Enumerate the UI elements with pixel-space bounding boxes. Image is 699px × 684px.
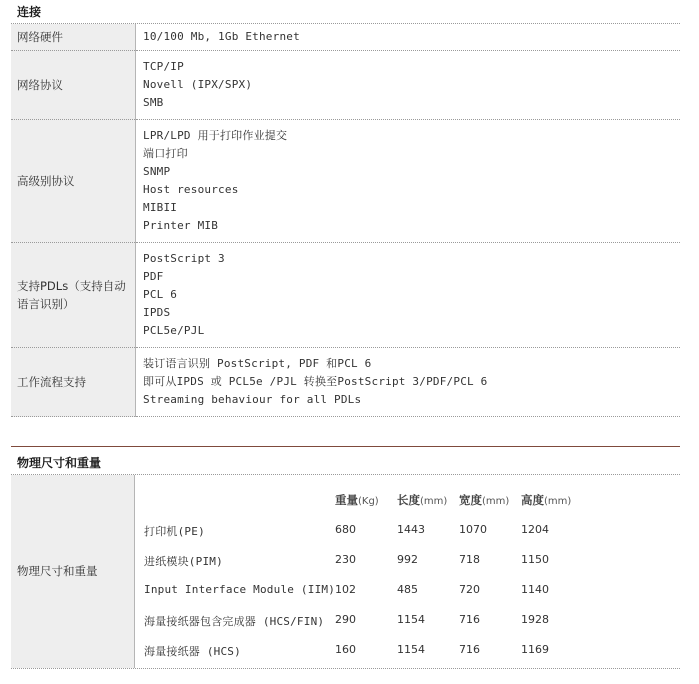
header-unit: (Kg)	[358, 496, 379, 507]
value-line: PCL5e/PJL	[143, 324, 205, 337]
value-line: PCL 6	[143, 288, 178, 301]
table-row	[11, 120, 680, 243]
item-weight: 680	[335, 523, 356, 536]
row-label: 网络硬件	[11, 24, 136, 51]
dimensions-table	[11, 475, 680, 669]
dimensions-content	[135, 475, 680, 668]
item-width: 718	[459, 553, 480, 566]
item-weight: 160	[335, 643, 356, 656]
header-unit: (mm)	[544, 496, 572, 507]
value-line: SNMP	[143, 165, 171, 178]
dimensions-section	[11, 451, 680, 475]
value-line: PDF	[143, 270, 164, 283]
item-weight: 102	[335, 583, 356, 596]
item-name: 海量接纸器 (HCS)	[144, 645, 241, 658]
header-name: 长度	[397, 493, 420, 507]
row-label: 支持PDLs（支持自动语言识别）	[11, 243, 136, 348]
table-row	[11, 51, 680, 120]
dimensions-title: 物理尺寸和重量	[11, 451, 680, 475]
header-name: 高度	[521, 493, 544, 507]
item-width: 716	[459, 643, 480, 656]
row-value	[136, 120, 681, 243]
row-value	[136, 24, 681, 51]
item-width: 716	[459, 613, 480, 626]
table-row	[11, 24, 680, 51]
row-label: 网络协议	[11, 51, 136, 120]
item-name: 进纸模块(PIM)	[144, 555, 223, 568]
value-line: Novell (IPX/SPX)	[143, 78, 253, 91]
header-length	[397, 492, 447, 508]
value-line: PostScript 3	[143, 252, 225, 265]
item-height: 1140	[521, 583, 549, 596]
header-width	[459, 492, 509, 508]
value-line: 10/100 Mb, 1Gb Ethernet	[143, 30, 300, 43]
section-divider	[11, 446, 680, 447]
item-name: 海量接纸器包含完成器 (HCS/FIN)	[144, 615, 325, 628]
row-value	[136, 348, 681, 417]
connection-table	[11, 24, 680, 417]
item-length: 1443	[397, 523, 425, 536]
value-line: 即可从IPDS 或 PCL5e /PJL 转换至PostScript 3/PDF/PCL 6	[143, 375, 488, 388]
item-name: Input Interface Module (IIM)	[144, 583, 336, 596]
item-width: 1070	[459, 523, 487, 536]
item-length: 992	[397, 553, 418, 566]
row-label: 高级别协议	[11, 120, 136, 243]
connection-title: 连接	[11, 0, 680, 24]
item-height: 1169	[521, 643, 549, 656]
item-length: 485	[397, 583, 418, 596]
value-line: SMB	[143, 96, 164, 109]
value-line: Streaming behaviour for all PDLs	[143, 393, 362, 406]
value-line: 装订语言识别 PostScript, PDF 和PCL 6	[143, 357, 372, 370]
value-line: LPR/LPD 用于打印作业提交	[143, 129, 288, 142]
value-line: 端口打印	[143, 147, 188, 160]
item-width: 720	[459, 583, 480, 596]
table-row	[11, 348, 680, 417]
header-name: 宽度	[459, 493, 482, 507]
row-value	[136, 243, 681, 348]
header-unit: (mm)	[482, 496, 510, 507]
item-height: 1150	[521, 553, 549, 566]
row-label: 工作流程支持	[11, 348, 136, 417]
table-row	[11, 243, 680, 348]
connection-section	[11, 0, 680, 417]
row-value	[136, 51, 681, 120]
item-length: 1154	[397, 613, 425, 626]
header-name: 重量	[335, 493, 358, 507]
value-line: Host resources	[143, 183, 239, 196]
value-line: MIBII	[143, 201, 178, 214]
dimensions-label: 物理尺寸和重量	[11, 475, 135, 668]
header-weight	[335, 492, 379, 508]
value-line: Printer MIB	[143, 219, 219, 232]
value-line: IPDS	[143, 306, 171, 319]
item-height: 1928	[521, 613, 549, 626]
value-line: TCP/IP	[143, 60, 184, 73]
item-height: 1204	[521, 523, 549, 536]
item-weight: 230	[335, 553, 356, 566]
header-height	[521, 492, 571, 508]
item-weight: 290	[335, 613, 356, 626]
item-name: 打印机(PE)	[144, 525, 205, 538]
item-length: 1154	[397, 643, 425, 656]
header-unit: (mm)	[420, 496, 448, 507]
